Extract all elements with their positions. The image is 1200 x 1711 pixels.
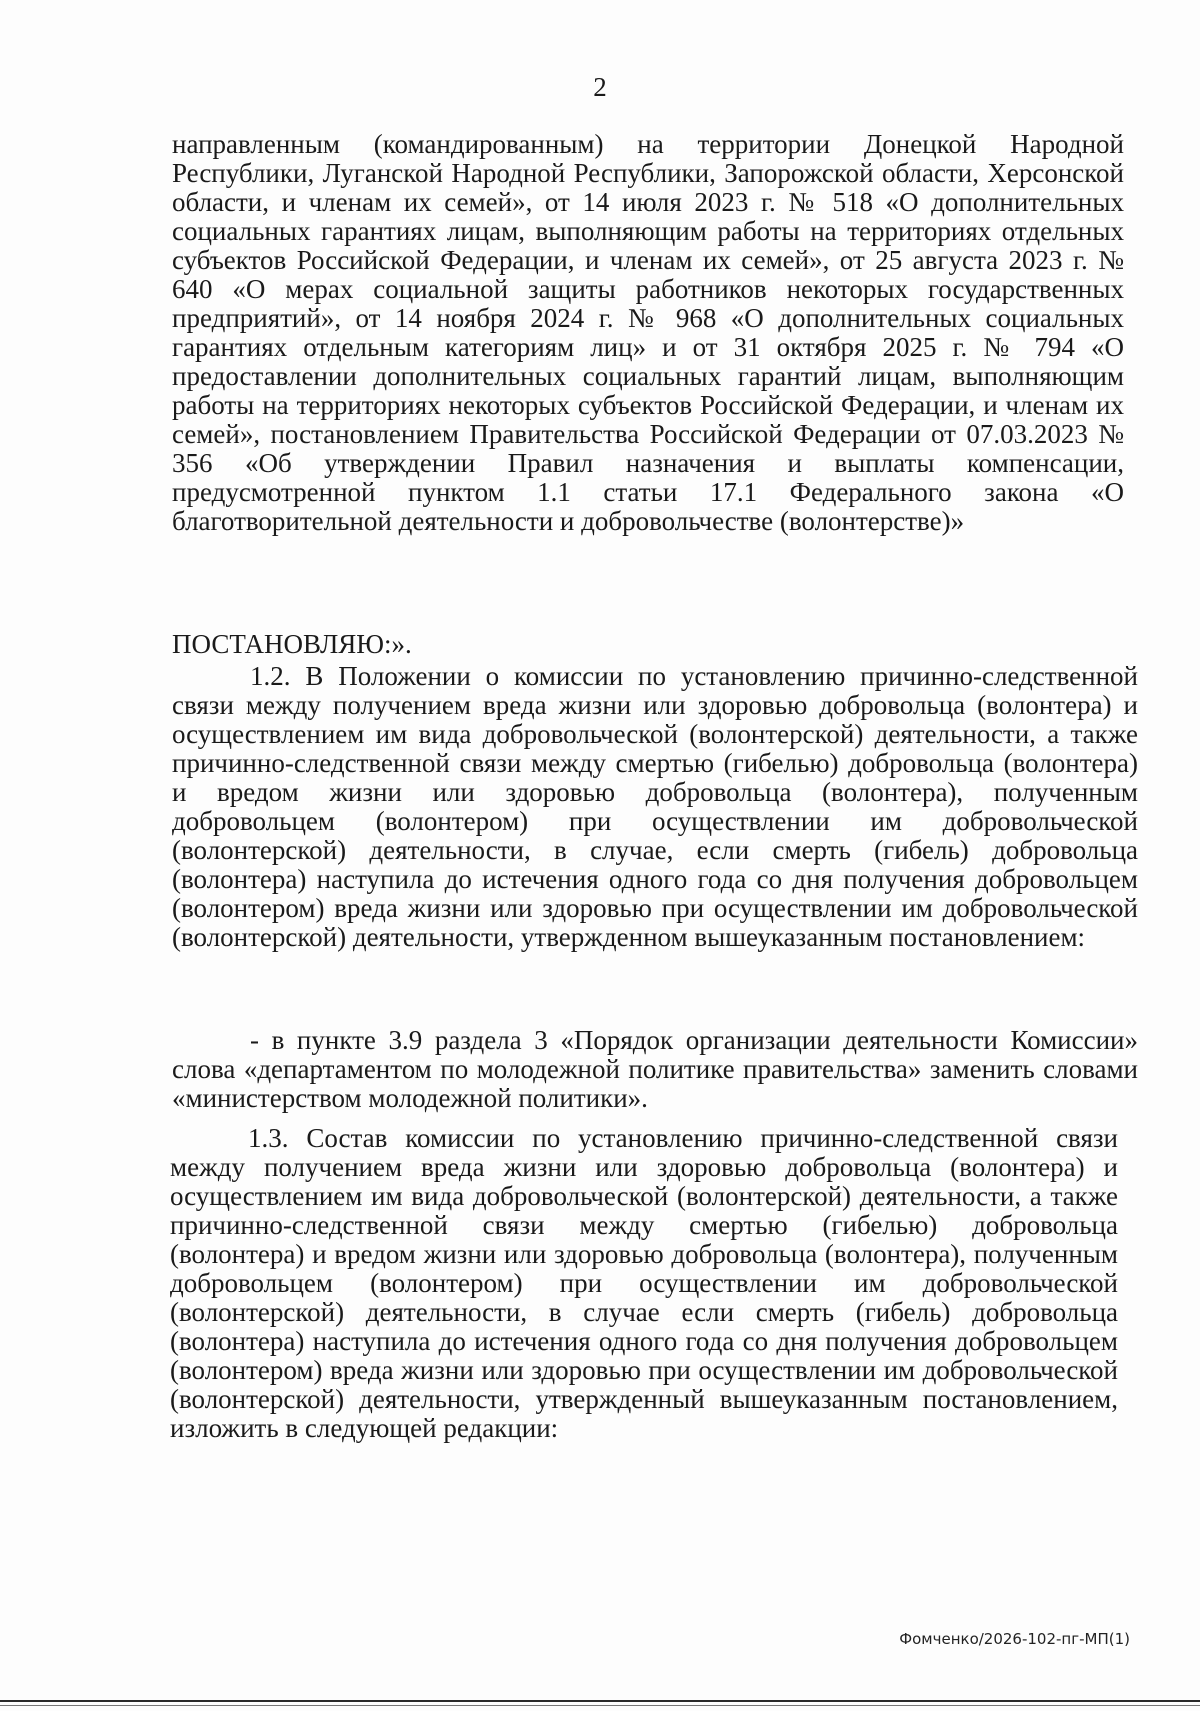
intro-paragraph: направленным (командированным) на территории Донецкой Народной Республики, Луганской Народной Республики, Запорожской области, Херсонской области, и членам их семей», от 14 июля 2023 г. № 518 «О дополнительных социальных гарантиях лицам, выполняющим работы на территориях отдельных субъектов Российской Федерации, и членам их семей», от 25 августа 2023 г. № 640 «О мерах социальной защиты работников некоторых государственных предприятий», от 14 ноября 2024 г. № 968 «О дополнительных социальных гарантиях отдельным категориям лиц» и от 31 октября 2025 г. № 794 «О предоставлении дополнительных социальных гарантий лицам, выполняющим работы на территориях некоторых субъектов Российской Федерации, и членам их семей», постановлением Правительства Российской Федерации от 07.03.2023 № 356 «Об утверждении Правил назначения и выплаты компенсации, предусмотренной пунктом 1.1 статьи 17.1 Федерального закона «О благотворительной деятельности и добровольчестве (волонтерстве)» — [172, 129, 1124, 536]
resolution-keyword: ПОСТАНОВЛЯЮ:». — [172, 629, 412, 659]
paragraph-1-3: 1.3. Состав комиссии по установлению причинно-следственной связи между получением вреда жизни или здоровью добровольца (волонтера) и осуществлением им вида добровольческой (волонтерской) деятельности, а также причинно-следственной связи между смертью (гибелью) добровольца (волонтера) и вредом жизни или здоровью добровольца (волонтера), полученным добровольцем (волонтером) при осуществлении им добровольческой (волонтерской) деятельности, в случае если смерть (гибель) добровольца (волонтера) наступила до истечения одного года со дня получения добровольцем (волонтером) вреда жизни или здоровью при осуществлении им добровольческой (волонтерской) деятельности, утвержденный вышеуказанным постановлением, изложить в следующей редакции: — [170, 1123, 1118, 1443]
document-footer-code: Фомченко/2026-102-пг-МП(1) — [899, 1630, 1130, 1648]
page-number: 2 — [593, 72, 607, 102]
scan-edge-line — [0, 1700, 1200, 1702]
scan-edge-line-thin — [0, 1705, 1200, 1706]
paragraph-1-2: 1.2. В Положении о комиссии по установлению причинно-следственной связи между получением вреда жизни или здоровью добровольца (волонтера) и осуществлением им вида добровольческой (волонтерской) деятельности, а также причинно-следственной связи между смертью (гибелью) добровольца (волонтера) и вредом жизни или здоровью добровольца (волонтера), полученным добровольцем (волонтером) при осуществлении им добровольческой (волонтерской) деятельности, в случае, если смерть (гибель) добровольца (волонтера) наступила до истечения одного года со дня получения добровольцем (волонтером) вреда жизни или здоровью при осуществлении им добровольческой (волонтерской) деятельности, утвержденном вышеуказанным постановлением: — [172, 661, 1138, 952]
paragraph-dash-item: - в пункте 3.9 раздела 3 «Порядок организации деятельности Комиссии» слова «департаментом по молодежной политике правительства» заменить словами «министерством молодежной политики». — [172, 1025, 1138, 1113]
